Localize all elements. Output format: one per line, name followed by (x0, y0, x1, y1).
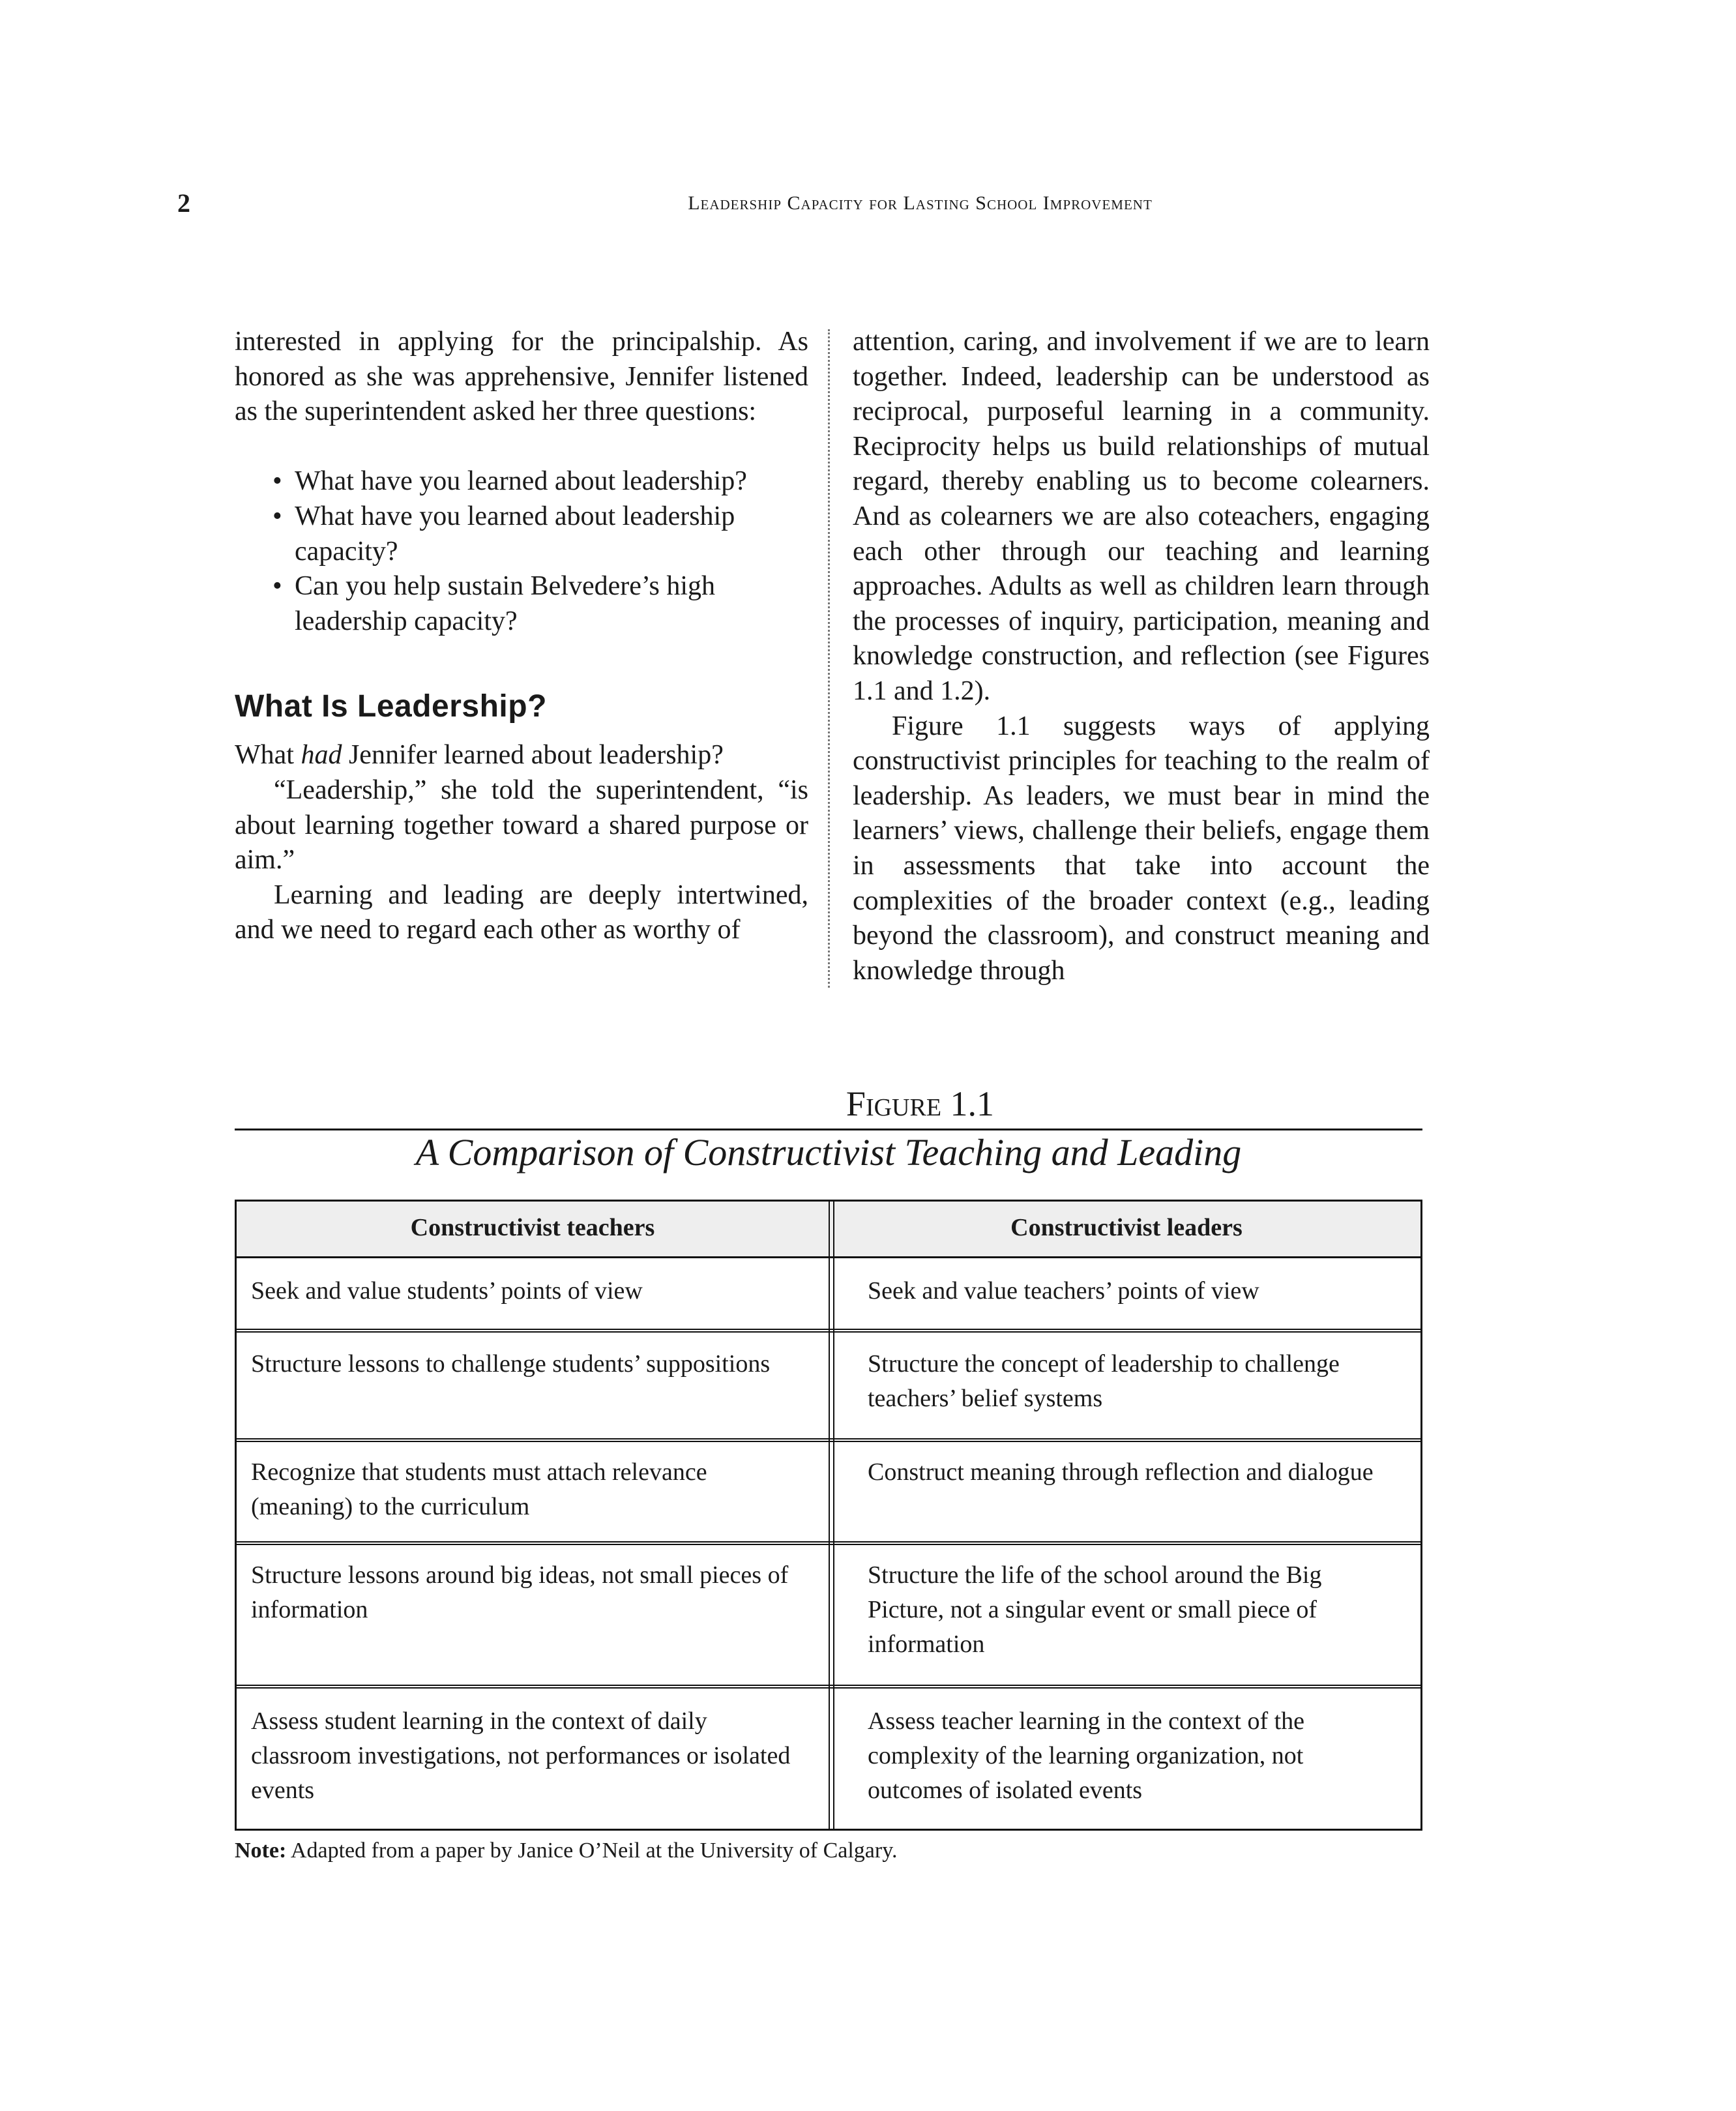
running-head (0, 192, 1736, 214)
left-column (235, 325, 808, 948)
question-list (235, 464, 808, 639)
teacher-cell: Structure lessons to challenge students’ suppositions (251, 1350, 771, 1378)
left-paragraph-3: “Leadership,” she told the superintendent, “is about learning together toward a shared purpose or aim.” (235, 775, 808, 876)
figure-note (235, 1838, 898, 1863)
leader-cell: Structure the life of the school around the Big Picture, not a singular event or small piece of information (868, 1561, 1322, 1658)
column-header-leaders: Constructivist leaders (1010, 1214, 1243, 1241)
page-number: 2 (177, 188, 190, 218)
teacher-cell: Recognize that students must attach relevance (meaning) to the curriculum (251, 1458, 707, 1520)
teacher-cell: Structure lessons around big ideas, not small pieces of information (251, 1561, 789, 1623)
right-paragraph-1: attention, caring, and involvement if we are to learn together. Indeed, leadership can be understood as reciprocal, purposeful learning in a community. Reciprocity helps us build relationships of mutual regard, thereby enabling us to become colearners. And as colearners we are also coteachers, engaging each other through our teaching and learning approaches. Adults as well as children learn through the processes of inquiry, participation, meaning and knowledge construction, and reflection (see Figures 1.1 and 1.2). (853, 327, 1430, 706)
table-column-divider (829, 1202, 834, 1829)
note-text: Adapted from a paper by Janice O’Neil at the University of Calgary. (286, 1838, 898, 1863)
left-paragraph-2 (235, 738, 808, 773)
column-divider (828, 329, 830, 988)
teacher-cell: Assess student learning in the context of daily classroom investigations, not performances or isolated events (251, 1707, 791, 1804)
left-paragraph-4: Learning and leading are deeply intertwined, and we need to regard each other as worthy of (235, 879, 808, 945)
leader-cell: Construct meaning through reflection and dialogue (868, 1458, 1374, 1486)
column-header-teachers: Constructivist teachers (410, 1214, 655, 1241)
figure-title: A Comparison of Constructivist Teaching and Leading (415, 1131, 1242, 1174)
teacher-cell: Seek and value students’ points of view (251, 1277, 643, 1305)
right-paragraph-2: Figure 1.1 suggests ways of applying constructivist principles for teaching to the realm of leadership. As leaders, we must bear in mind the learners’ views, challenge their beliefs, engage them in assessments that take into account the complexities of the broader context (e.g., leading beyond the classroom), and construct meaning and knowledge through (853, 711, 1430, 986)
running-head-text: Leadership Capacity for Lasting School Improvement (688, 192, 1153, 214)
leader-cell: Seek and value teachers’ points of view (868, 1277, 1259, 1305)
right-column (853, 325, 1430, 988)
emphasis-text: had (301, 740, 342, 771)
section-heading: What Is Leadership? (235, 689, 547, 724)
leader-cell: Assess teacher learning in the context of the complexity of the learning organization, not outcomes of isolated events (868, 1707, 1305, 1804)
leader-cell: Structure the concept of leadership to challenge teachers’ belief systems (868, 1350, 1340, 1412)
note-label: Note: (235, 1838, 287, 1863)
left-paragraph-1: interested in applying for the principalship. As honored as she was apprehensive, Jennifer listened as the superintendent asked her three questions: (235, 327, 808, 427)
question-item: • What have you learned about leadership capacity? (272, 499, 808, 569)
paragraph-text: Jennifer learned about leadership? (342, 740, 724, 771)
paragraph-text: What (235, 740, 301, 771)
figure-label: Figure 1.1 (846, 1084, 995, 1123)
comparison-table (235, 1200, 1422, 1831)
question-item: • Can you help sustain Belvedere’s high leadership capacity? (272, 569, 808, 639)
question-item: • What have you learned about leadership? (272, 464, 808, 499)
